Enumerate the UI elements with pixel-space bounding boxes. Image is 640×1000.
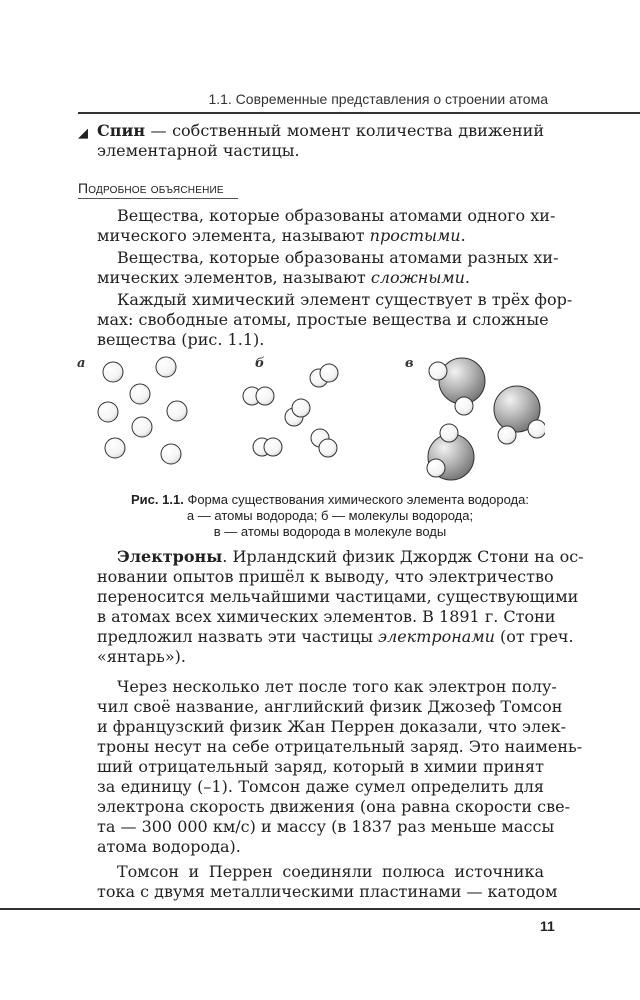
- p4-text-5: предложил назвать эти частицы: [97, 627, 379, 646]
- caption-line-3: в — атомы водорода в молекуле воды: [213, 524, 447, 539]
- paragraph-5: [97, 677, 583, 857]
- p2-end: .: [464, 268, 471, 287]
- p5-line-2: чил своё название, английский физик Джозеф Томсон: [97, 697, 563, 716]
- page-number: 11: [540, 918, 555, 934]
- p5-line-4: троны несут на себе отрицательный заряд. Это наимень-: [97, 737, 583, 756]
- running-title: 1.1. Современные представления о строении атома: [208, 91, 548, 107]
- header-rule: [78, 112, 640, 114]
- panel-label-b: б: [255, 356, 265, 371]
- p6-line-1: Томсон и Перрен соединяли полюса источника: [117, 862, 544, 881]
- p5-line-7: электрона скорость движения (она равна скорости све-: [97, 797, 571, 816]
- hydrogen-molecule: [311, 429, 337, 457]
- hydrogen-atom: [167, 401, 187, 421]
- hydrogen-molecule: [253, 438, 282, 456]
- p6-line-2: тока с двумя металлическими пластинами — катодом: [97, 882, 558, 901]
- panel-a-atoms: [98, 357, 187, 464]
- term-electrons: Электроны: [117, 547, 223, 566]
- water-molecule: [429, 358, 485, 415]
- section-title: Подробное объяснение: [78, 180, 224, 196]
- hydrogen-atom: [130, 384, 150, 404]
- p3-line-1: Каждый химический элемент существует в трёх фор-: [117, 290, 573, 309]
- paragraph-3: [97, 290, 573, 350]
- p4-line-1: [97, 547, 584, 567]
- p5-line-1: Через несколько лет после того как электрон полу-: [117, 677, 557, 696]
- definition-marker-icon: ◢: [78, 126, 88, 141]
- hydrogen-atom: [132, 417, 152, 437]
- definition-block: [97, 121, 544, 161]
- hydrogen-atom: [103, 362, 123, 382]
- term-simple: простыми: [369, 226, 461, 245]
- paragraph-4: [97, 547, 584, 667]
- definition-line-1: [97, 121, 544, 141]
- p1-line-2: [97, 226, 544, 246]
- hydrogen-atom: [98, 402, 118, 422]
- paragraph-1: [97, 206, 556, 246]
- p4-line-2: новании опытов пришёл к выводу, что электричество: [97, 567, 554, 586]
- p2-line-1: Вещества, которые образованы атомами разных хи-: [117, 248, 559, 267]
- water-molecule: [427, 424, 474, 480]
- definition-term: Спин: [97, 121, 146, 140]
- p1-line-1: Вещества, которые образованы атомами одного хи-: [117, 206, 556, 225]
- p4-text-5-end: (от греч.: [494, 627, 574, 646]
- term-electrons-italic: электронами: [378, 627, 495, 646]
- hydrogen-atom: [105, 438, 125, 458]
- p2-line-2: [97, 268, 544, 288]
- p3-line-3: вещества (рис. 1.1).: [97, 330, 265, 349]
- section-rule: [78, 198, 238, 199]
- p4-line-4: в атомах всех химических элементов. В 1891 г. Стони: [97, 607, 556, 626]
- paragraph-2: [97, 248, 559, 288]
- p1-text: мического элемента, называют: [97, 226, 370, 245]
- definition-text: — собственный момент количества движений: [145, 121, 544, 140]
- p5-line-9: атома водорода).: [97, 837, 241, 856]
- hydrogen-atom: [156, 357, 176, 377]
- p4-line-3: переносится мельчайшими частицами, существующими: [97, 587, 579, 606]
- caption-text: Форма существования химического элемента водорода:: [183, 492, 529, 507]
- p2-text: мических элементов, называют: [97, 268, 371, 287]
- panel-c-water: [427, 358, 545, 480]
- caption-line-2: а — атомы водорода; б — молекулы водорода;: [186, 508, 474, 523]
- p5-line-8: та — 300 000 км/с) и массу (в 1837 раз меньше массы: [97, 817, 555, 836]
- panel-b-molecules: [243, 364, 338, 457]
- figure-caption: [60, 492, 600, 540]
- panel-label-a: а: [77, 356, 86, 371]
- caption-line-1: [60, 492, 600, 508]
- hydrogen-molecule: [310, 364, 338, 387]
- definition-line-2: элементарной частицы.: [97, 141, 300, 160]
- hydrogen-molecule: [285, 399, 310, 426]
- p5-line-3: и французский физик Жан Перрен доказали, что элек-: [97, 717, 567, 736]
- p4-line-5: [97, 627, 574, 647]
- water-molecule: [494, 386, 545, 444]
- p5-line-5: ший отрицательный заряд, который в химии принят: [97, 757, 544, 776]
- p1-end: .: [460, 226, 466, 245]
- term-complex: сложными: [370, 268, 465, 287]
- paragraph-6: [97, 862, 558, 902]
- p3-line-2: мах: свободные атомы, простые вещества и сложные: [97, 310, 549, 329]
- figure-hydrogen-forms: [75, 356, 545, 486]
- figure-drawing: [75, 356, 545, 486]
- hydrogen-molecule: [243, 387, 274, 405]
- hydrogen-atom: [161, 444, 181, 464]
- caption-number: Рис. 1.1.: [131, 492, 184, 507]
- footer-rule: [0, 908, 640, 910]
- p4-line-6: «янтарь»).: [97, 647, 187, 666]
- panel-label-v: в: [405, 356, 414, 371]
- p5-line-6: за единицу (–1). Томсон даже сумел определить для: [97, 777, 544, 796]
- p4-text: . Ирландский физик Джордж Стони на ос-: [222, 547, 584, 566]
